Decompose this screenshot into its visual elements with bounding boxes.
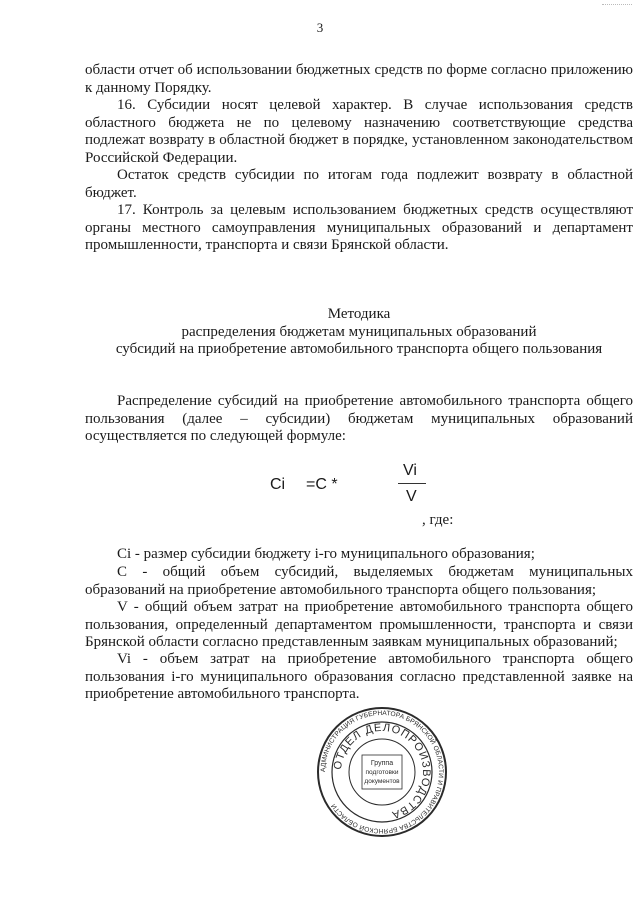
official-stamp [316, 706, 448, 838]
formula-operator: =С * [306, 476, 338, 493]
definition-v: V - общий объем затрат на приобретение автомобильного транспорта общего пользования, определенный департаментом промышленности, транспорта и связи Брянской области согласно представленным заявкам муниципальных образований; [85, 599, 633, 650]
methodology-subtitle-2: субсидий на приобретение автомобильного транспорта общего пользования [115, 341, 603, 357]
paragraph-16: 16. Субсидии носят целевой характер. В случае использования средств областного бюджета не по целевому назначению соответствующие средства подлежат возврату в областной бюджет в порядке, установленном законодательством Российской Федерации. [85, 97, 633, 166]
stamp-center-line-1: Группа [370, 760, 394, 767]
formula-denominator: V [406, 488, 417, 505]
paragraph-17: 17. Контроль за целевым использованием бюджетных средств осуществляют органы местного самоуправления муниципальных образований и департамент промышленности, транспорта и связи Брянской области. [85, 202, 633, 253]
definition-ci: Ci - размер субсидии бюджету i-го муниципального образования; [117, 546, 535, 562]
stamp-outer-text: АДМИНИСТРАЦИЯ ГУБЕРНАТОРА БРЯНСКОЙ ОБЛАСТИ И ПРАВИТЕЛЬСТВА БРЯНСКОЙ ОБЛАСТИ [319, 709, 445, 835]
definition-c: С - общий объем субсидий, выделяемых бюджетам муниципальных образований на приобретение автомобильного транспорта общего пользования; [85, 564, 633, 598]
paragraph-remainder: Остаток средств субсидии по итогам года подлежит возврату в областной бюджет. [85, 167, 633, 201]
methodology-subtitle-1: распределения бюджетам муниципальных образований [181, 324, 537, 340]
paragraph-report: области отчет об использовании бюджетных средств по форме согласно приложению к данному Порядку. [85, 62, 633, 96]
methodology-title: Методика [327, 306, 391, 322]
page-number: 3 [316, 20, 324, 35]
fraction-bar [398, 483, 426, 484]
formula-suffix: , где: [422, 512, 454, 528]
definition-vi: Vi - объем затрат на приобретение автомобильного транспорта общего пользования i-го муниципального образования согласно представленной заявке на приобретение автомобильного транспорта. [85, 651, 633, 702]
stamp-center-line-3: документов [364, 778, 400, 785]
stamp-inner-text: ОТДЕЛ ДЕЛОПРОИЗВОДСТВА [331, 721, 433, 821]
formula-lhs: Ci [270, 476, 286, 493]
formula-numerator: Vi [403, 462, 417, 479]
stamp-center-line-2: подготовки [365, 769, 399, 776]
paragraph-intro: Распределение субсидий на приобретение автомобильного транспорта общего пользования (далее – субсидии) бюджетам муниципальных образований осуществляется по следующей формуле: [85, 393, 633, 444]
scan-artifact [602, 4, 632, 6]
